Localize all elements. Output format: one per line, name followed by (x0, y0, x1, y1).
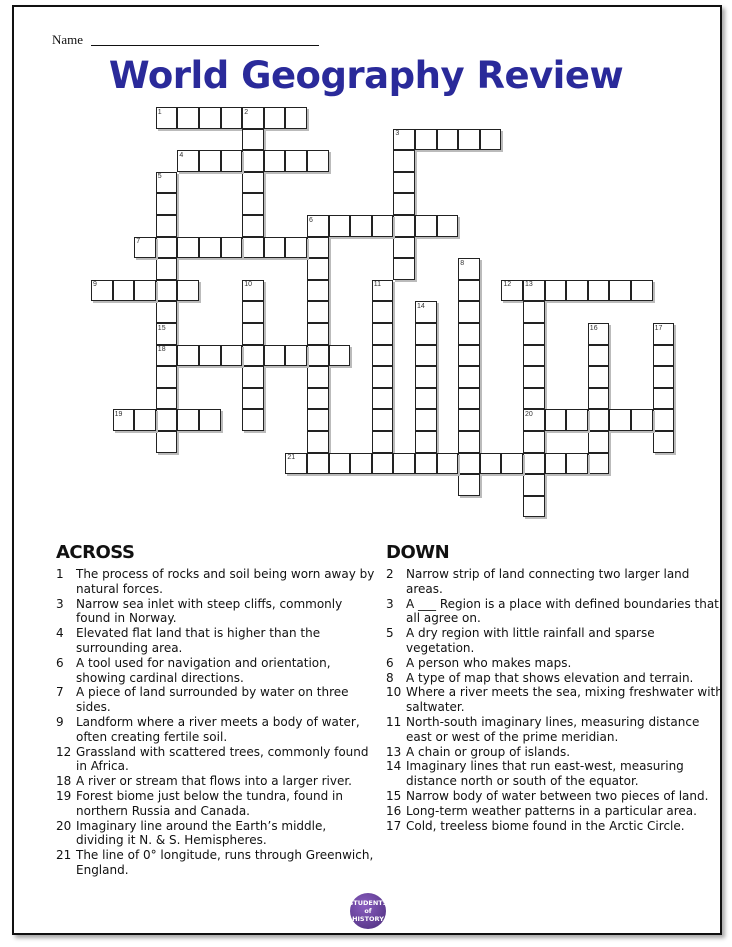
clue-number: 2 (386, 567, 394, 581)
crossword-cell[interactable] (329, 345, 351, 367)
crossword-cell[interactable] (285, 345, 307, 367)
crossword-cell[interactable] (523, 323, 545, 345)
clue-number: 5 (386, 626, 394, 641)
crossword-cell[interactable] (523, 496, 545, 518)
clue-number: 8 (386, 670, 394, 685)
logo-line-1: STUDENTS (348, 899, 388, 907)
crossword-cell[interactable] (415, 323, 437, 345)
crossword-cell[interactable] (393, 172, 415, 194)
clue-number: 12 (56, 744, 72, 759)
crossword-cell[interactable] (566, 453, 588, 475)
crossword-cell[interactable] (242, 150, 264, 172)
crossword-cell[interactable] (199, 107, 221, 129)
crossword-cell[interactable] (242, 388, 264, 410)
across-clue-6 (56, 656, 376, 686)
clue-number: 6 (386, 655, 394, 670)
crossword-cell[interactable] (307, 258, 329, 280)
crossword-cell[interactable] (307, 280, 329, 302)
crossword-cell[interactable] (134, 280, 156, 302)
crossword-cell[interactable] (307, 323, 329, 345)
clue-text: North-south imaginary lines, measuring distance east or west of the prime meridian. (406, 714, 700, 744)
crossword-cell[interactable] (221, 237, 243, 259)
clue-number: 6 (56, 655, 64, 670)
crossword-cell[interactable] (177, 237, 199, 259)
crossword-cell[interactable] (264, 345, 286, 367)
crossword-cell[interactable] (242, 129, 264, 151)
crossword-cell[interactable] (653, 366, 675, 388)
clue-number: 3 (56, 596, 64, 611)
cell-number-1: 1 (157, 108, 162, 116)
across-heading: ACROSS (56, 542, 135, 563)
cell-number-16: 16 (589, 324, 598, 332)
crossword-cell[interactable] (199, 409, 221, 431)
clue-text: A type of map that shows elevation and terrain. (406, 670, 694, 685)
crossword-cell[interactable] (372, 301, 394, 323)
crossword-cell[interactable] (350, 215, 372, 237)
crossword-cell[interactable] (113, 280, 135, 302)
crossword-cell[interactable] (458, 366, 480, 388)
crossword-cell[interactable] (372, 388, 394, 410)
clue-number: 9 (56, 714, 64, 729)
crossword-cell[interactable] (242, 345, 264, 367)
crossword-cell[interactable] (156, 215, 178, 237)
cell-number-17: 17 (654, 324, 663, 332)
crossword-cell[interactable] (588, 431, 610, 453)
crossword-cell[interactable] (566, 409, 588, 431)
crossword-cell[interactable] (199, 345, 221, 367)
cell-number-10: 10 (244, 281, 252, 289)
crossword-cell[interactable] (307, 431, 329, 453)
crossword-cell[interactable] (458, 474, 480, 496)
crossword-cell[interactable] (307, 388, 329, 410)
clue-text: A tool used for navigation and orientation, showing cardinal directions. (76, 655, 331, 685)
crossword-cell[interactable] (458, 301, 480, 323)
crossword-cell[interactable] (307, 237, 329, 259)
crossword-cell[interactable] (415, 388, 437, 410)
clue-text: Landform where a river meets a body of water, often creating fertile soil. (76, 714, 360, 744)
crossword-cell[interactable] (523, 431, 545, 453)
clue-number: 14 (386, 759, 402, 774)
crossword-cell[interactable] (156, 280, 178, 302)
crossword-cell[interactable] (393, 150, 415, 172)
clue-number: 11 (386, 714, 402, 729)
crossword-cell[interactable] (523, 388, 545, 410)
crossword-cell[interactable] (307, 301, 329, 323)
crossword-cell[interactable] (307, 409, 329, 431)
crossword-cell[interactable] (156, 431, 178, 453)
crossword-cell[interactable] (437, 215, 459, 237)
clue-text: Cold, treeless biome found in the Arctic Circle. (406, 818, 685, 833)
crossword-cell[interactable] (609, 280, 631, 302)
crossword-cell[interactable] (653, 431, 675, 453)
crossword-cell[interactable] (588, 345, 610, 367)
crossword-cell[interactable] (156, 366, 178, 388)
crossword-cell[interactable] (523, 301, 545, 323)
logo-line-2: of (364, 907, 372, 915)
cell-number-3: 3 (395, 130, 400, 138)
cell-number-18: 18 (157, 346, 166, 354)
cell-number-11: 11 (373, 281, 382, 289)
clue-text: A chain or group of islands. (406, 744, 571, 759)
clue-text: The process of rocks and soil being worn away by natural forces. (76, 567, 375, 596)
clue-number: 18 (56, 774, 72, 789)
clue-text: Narrow body of water between two pieces of land. (406, 788, 709, 803)
clue-text: Where a river meets the sea, mixing freshwater with saltwater. (406, 685, 723, 715)
clue-number: 4 (56, 626, 64, 641)
clue-number: 21 (56, 848, 72, 863)
crossword-cell[interactable] (242, 301, 264, 323)
crossword-cell[interactable] (458, 129, 480, 151)
clue-text: A piece of land surrounded by water on three sides. (76, 685, 349, 715)
name-label: Name (52, 32, 84, 47)
crossword-cell[interactable] (523, 366, 545, 388)
crossword-cell[interactable] (458, 453, 480, 475)
crossword-cell[interactable] (372, 345, 394, 367)
crossword-cell[interactable] (653, 388, 675, 410)
crossword-cell[interactable] (480, 129, 502, 151)
crossword-cell[interactable] (156, 301, 178, 323)
crossword-cell[interactable] (242, 323, 264, 345)
crossword-cell[interactable] (437, 453, 459, 475)
crossword-cell[interactable] (221, 345, 243, 367)
crossword-cell[interactable] (393, 453, 415, 475)
crossword-cell[interactable] (199, 237, 221, 259)
cell-number-5: 5 (157, 173, 162, 181)
crossword-cell[interactable] (285, 237, 307, 259)
down-clue-list (386, 567, 726, 833)
crossword-cell[interactable] (545, 453, 567, 475)
crossword-cell[interactable] (631, 409, 653, 431)
crossword-cell[interactable] (350, 453, 372, 475)
cell-number-13: 13 (525, 281, 533, 289)
crossword-cell[interactable] (415, 366, 437, 388)
clue-number: 1 (56, 567, 64, 581)
down-clue-16 (386, 804, 726, 819)
crossword-cell[interactable] (653, 345, 675, 367)
crossword-cell[interactable] (372, 431, 394, 453)
down-clue-3 (386, 597, 726, 627)
crossword-cell[interactable] (177, 107, 199, 129)
across-clue-9 (56, 715, 376, 745)
cell-number-21: 21 (287, 454, 296, 462)
down-clue-6 (386, 656, 726, 671)
crossword-cell[interactable] (177, 280, 199, 302)
crossword-cell[interactable] (415, 453, 437, 475)
crossword-cell[interactable] (242, 237, 264, 259)
crossword-cell[interactable] (415, 409, 437, 431)
across-clue-21 (56, 848, 376, 878)
crossword-cell[interactable] (177, 345, 199, 367)
across-clue-18 (56, 774, 376, 789)
across-clue-3 (56, 597, 376, 627)
clue-number: 7 (56, 685, 64, 700)
crossword-cell[interactable] (458, 280, 480, 302)
crossword-cell[interactable] (372, 215, 394, 237)
crossword-cell[interactable] (523, 453, 545, 475)
cell-number-20: 20 (525, 410, 533, 418)
crossword-cell[interactable] (588, 280, 610, 302)
crossword-cell[interactable] (523, 474, 545, 496)
cell-number-12: 12 (503, 281, 512, 289)
crossword-cell[interactable] (415, 431, 437, 453)
down-clue-14 (386, 759, 726, 789)
crossword-cell[interactable] (177, 409, 199, 431)
down-clue-8 (386, 671, 726, 686)
crossword-cell[interactable] (631, 280, 653, 302)
crossword-cell[interactable] (415, 129, 437, 151)
clue-number: 19 (56, 788, 72, 803)
crossword-cell[interactable] (609, 409, 631, 431)
down-clue-5 (386, 626, 726, 656)
crossword-cell[interactable] (480, 453, 502, 475)
crossword-cell[interactable] (242, 215, 264, 237)
crossword-cell[interactable] (156, 388, 178, 410)
cell-number-6: 6 (309, 216, 313, 224)
crossword-cell[interactable] (242, 409, 264, 431)
crossword-cell[interactable] (307, 366, 329, 388)
clue-text: Elevated flat land that is higher than the surrounding area. (76, 626, 321, 655)
crossword-cell[interactable] (372, 453, 394, 475)
clue-text: Narrow strip of land connecting two larger land areas. (406, 567, 690, 596)
crossword-cell[interactable] (307, 345, 329, 367)
logo-line-3: HISTORY (352, 915, 384, 923)
crossword-cell[interactable] (393, 215, 415, 237)
clue-text: The line of 0° longitude, runs through Greenwich, England. (76, 848, 374, 877)
across-clue-list (56, 567, 376, 878)
crossword-cell[interactable] (134, 409, 156, 431)
cell-number-8: 8 (460, 259, 465, 267)
clue-number: 13 (386, 744, 402, 759)
cell-number-4: 4 (179, 151, 184, 159)
cell-number-15: 15 (157, 324, 166, 332)
down-clue-17 (386, 819, 726, 834)
crossword-cell[interactable] (566, 280, 588, 302)
crossword-cell[interactable] (264, 150, 286, 172)
crossword-cell[interactable] (372, 366, 394, 388)
cell-number-19: 19 (114, 410, 123, 418)
crossword-cell[interactable] (393, 193, 415, 215)
crossword-cell[interactable] (653, 409, 675, 431)
cell-number-9: 9 (93, 281, 97, 289)
crossword-cell[interactable] (588, 366, 610, 388)
clue-number: 10 (386, 685, 402, 700)
crossword-cell[interactable] (588, 388, 610, 410)
crossword-cell[interactable] (458, 388, 480, 410)
crossword-cell[interactable] (545, 409, 567, 431)
clue-number: 15 (386, 788, 402, 803)
crossword-cell[interactable] (415, 345, 437, 367)
crossword-cell[interactable] (221, 107, 243, 129)
crossword-cell[interactable] (285, 107, 307, 129)
crossword-cell[interactable] (242, 172, 264, 194)
crossword-cell[interactable] (393, 258, 415, 280)
clue-text: Forest biome just below the tundra, found in northern Russia and Canada. (76, 788, 343, 818)
across-clue-4 (56, 626, 376, 656)
crossword-cell[interactable] (458, 409, 480, 431)
crossword-cell[interactable] (458, 431, 480, 453)
crossword-cell[interactable] (393, 237, 415, 259)
clue-text: A dry region with little rainfall and sparse vegetation. (406, 626, 655, 655)
crossword-cell[interactable] (458, 323, 480, 345)
crossword-cell[interactable] (221, 150, 243, 172)
clue-number: 3 (386, 596, 394, 611)
page-title: World Geography Review (108, 54, 624, 97)
clue-number: 20 (56, 818, 72, 833)
crossword-cell[interactable] (285, 150, 307, 172)
down-clue-11 (386, 715, 726, 745)
crossword-cell[interactable] (156, 193, 178, 215)
clue-text: A person who makes maps. (406, 655, 572, 670)
crossword-cell[interactable] (437, 129, 459, 151)
crossword-cell[interactable] (372, 323, 394, 345)
clue-text: A ___ Region is a place with defined boundaries that all agree on. (406, 596, 719, 626)
crossword-cell[interactable] (458, 345, 480, 367)
clue-number: 16 (386, 803, 402, 818)
clue-text: Imaginary line around the Earth’s middle, dividing it N. & S. Hemispheres. (76, 818, 327, 848)
clue-text: Narrow sea inlet with steep cliffs, commonly found in Norway. (76, 596, 343, 626)
crossword-cell[interactable] (264, 237, 286, 259)
clue-text: A river or stream that flows into a larger river. (76, 774, 352, 789)
crossword-cell[interactable] (307, 453, 329, 475)
crossword-cell[interactable] (545, 280, 567, 302)
down-heading: DOWN (386, 542, 450, 563)
down-clue-13 (386, 745, 726, 760)
down-clue-15 (386, 789, 726, 804)
crossword-cell[interactable] (156, 258, 178, 280)
across-clue-1 (56, 567, 376, 597)
crossword-cell[interactable] (588, 453, 610, 475)
clue-number: 17 (386, 818, 402, 833)
crossword-cell[interactable] (156, 409, 178, 431)
across-clue-20 (56, 819, 376, 849)
crossword-cell[interactable] (242, 366, 264, 388)
down-clue-10 (386, 685, 726, 715)
crossword-cell[interactable] (588, 409, 610, 431)
clue-text: Long-term weather patterns in a particular area. (406, 803, 697, 818)
crossword-cell[interactable] (242, 193, 264, 215)
crossword-cell[interactable] (264, 107, 286, 129)
crossword-cell[interactable] (307, 150, 329, 172)
down-clue-2 (386, 567, 726, 597)
crossword-cell[interactable] (523, 345, 545, 367)
students-of-history-logo (350, 893, 386, 929)
across-clue-12 (56, 745, 376, 775)
clue-text: Grassland with scattered trees, commonly found in Africa. (76, 744, 369, 774)
across-clue-19 (56, 789, 376, 819)
crossword-cell[interactable] (372, 409, 394, 431)
crossword-cell[interactable] (329, 453, 351, 475)
cell-number-7: 7 (136, 238, 141, 246)
crossword-cell[interactable] (199, 150, 221, 172)
crossword-cell[interactable] (415, 215, 437, 237)
crossword-cell[interactable] (501, 453, 523, 475)
across-clue-7 (56, 685, 376, 715)
cell-number-2: 2 (244, 108, 249, 116)
crossword-cell[interactable] (156, 237, 178, 259)
cell-number-14: 14 (417, 302, 425, 310)
crossword-cell[interactable] (329, 215, 351, 237)
clue-text: Imaginary lines that run east-west, measuring distance north or south of the equator. (406, 759, 684, 789)
